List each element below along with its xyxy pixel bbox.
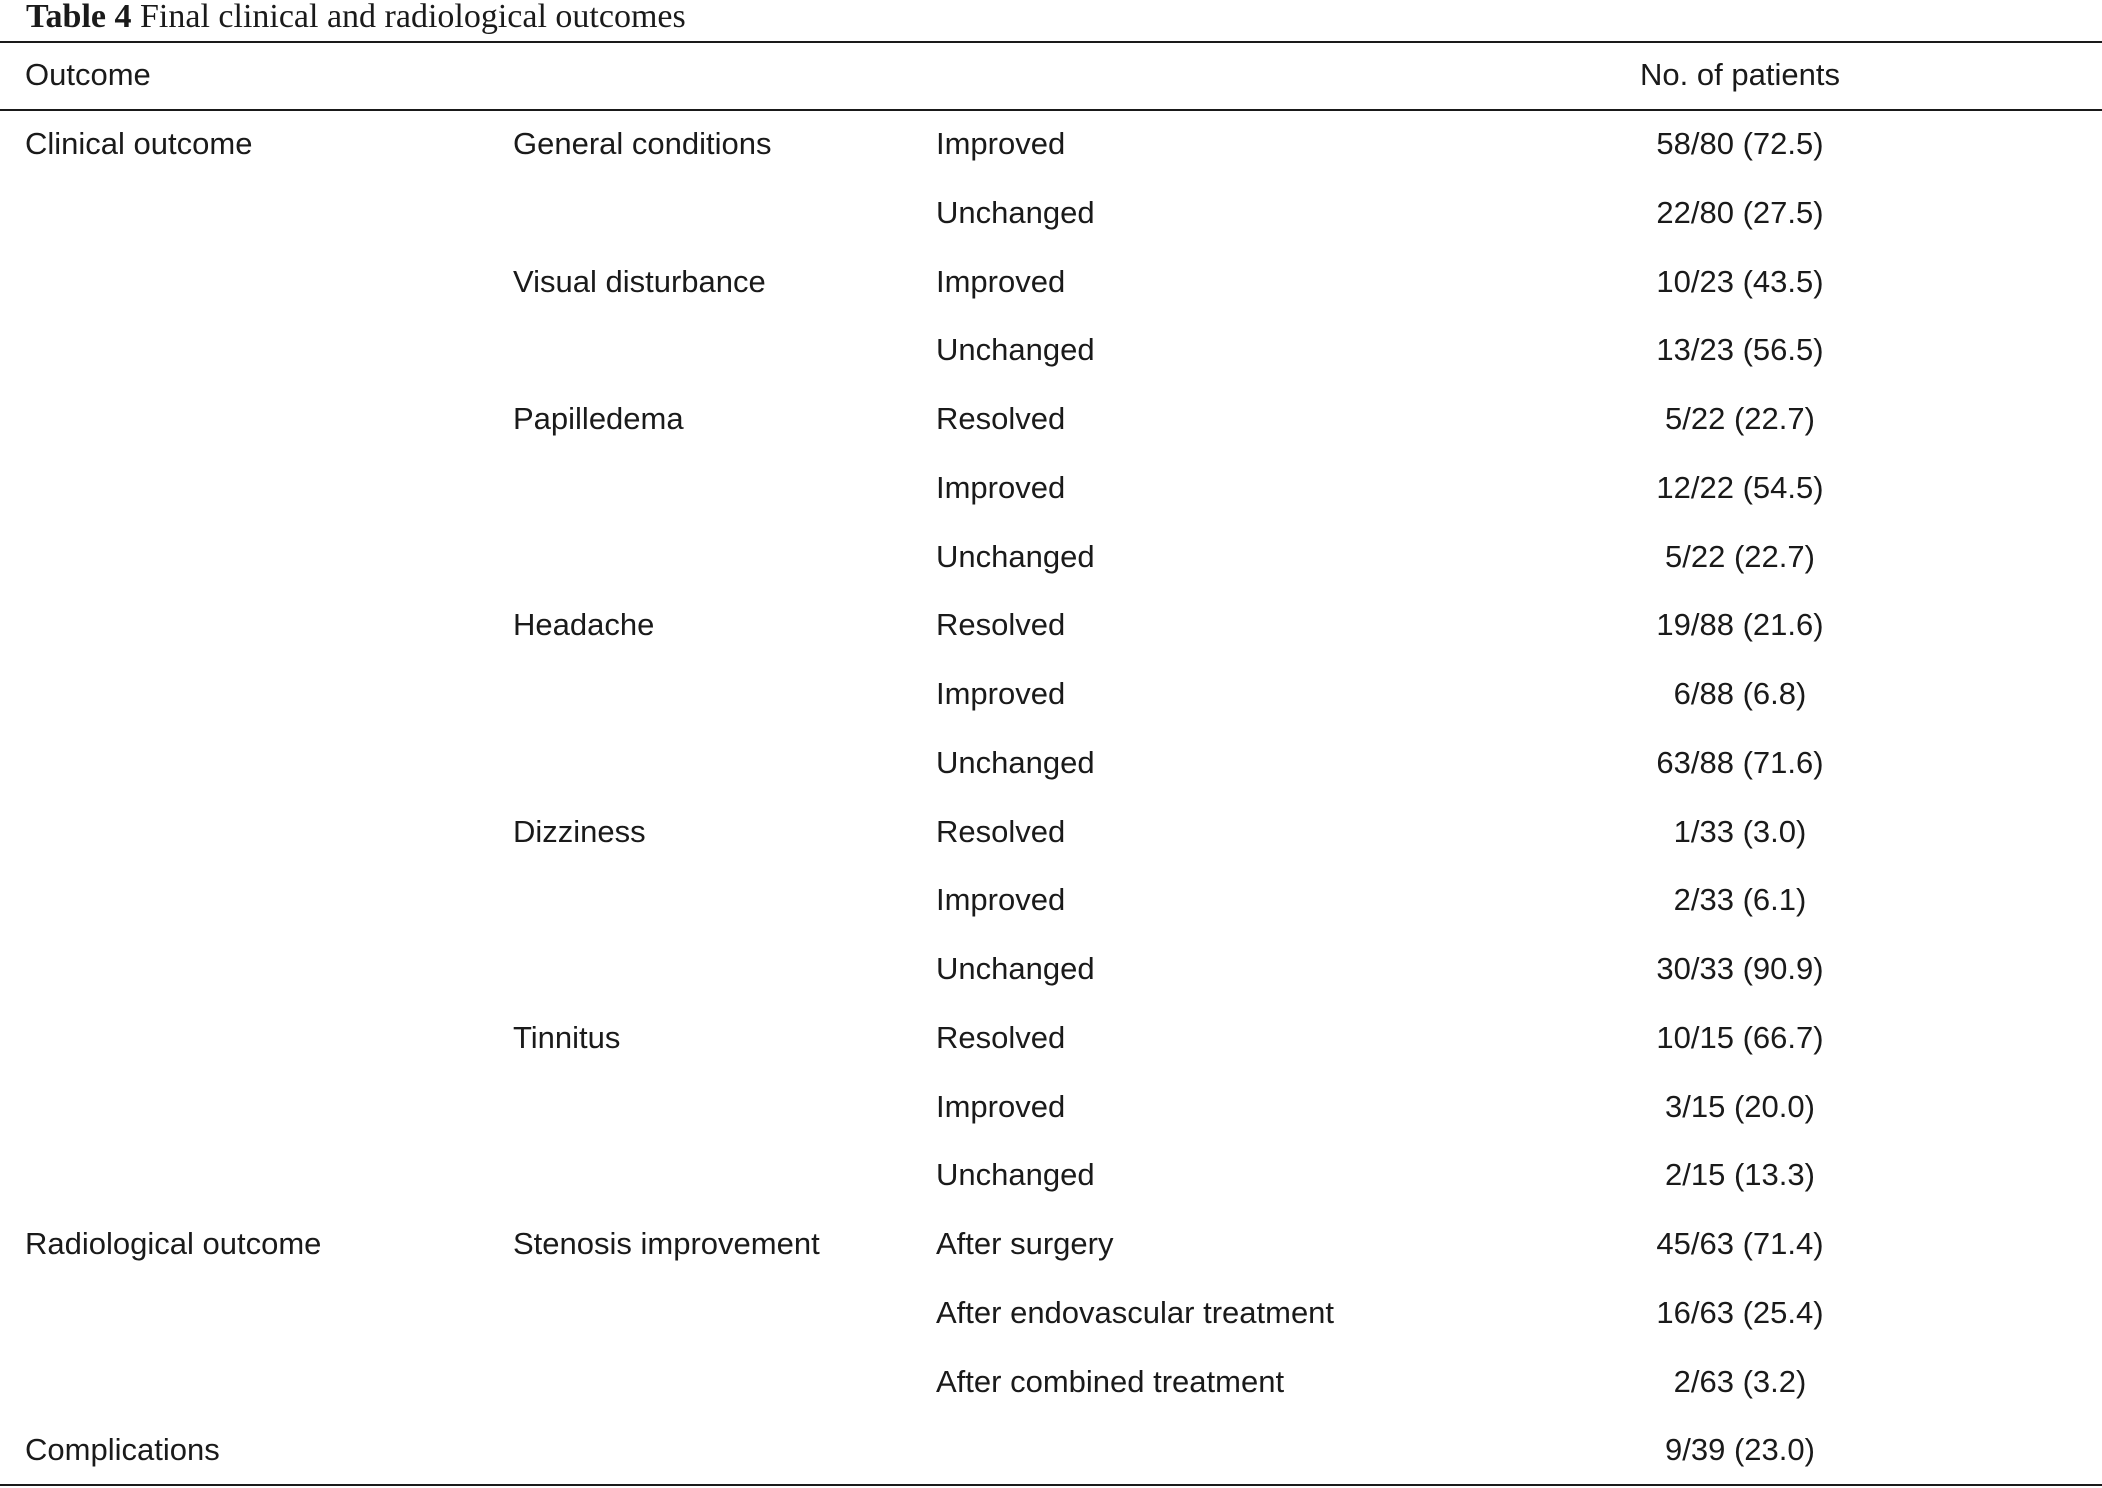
row-value: 19/88 (21.6) (1656, 607, 1824, 642)
row-status: Improved (936, 882, 1066, 917)
row-symptom: Stenosis improvement (513, 1226, 820, 1261)
row-value: 10/15 (66.7) (1656, 1020, 1824, 1055)
row-symptom: Headache (513, 607, 655, 642)
row-group: Complications (25, 1432, 220, 1467)
row-status: Unchanged (936, 951, 1095, 986)
row-value: 3/15 (20.0) (1665, 1089, 1815, 1124)
row-value: 22/80 (27.5) (1656, 195, 1824, 230)
row-status: Improved (936, 264, 1066, 299)
row-value: 2/63 (3.2) (1673, 1364, 1807, 1399)
row-status: Improved (936, 676, 1066, 711)
table-caption-title: Final clinical and radiological outcomes (140, 0, 686, 35)
row-value: 13/23 (56.5) (1656, 332, 1824, 367)
row-value: 6/88 (6.8) (1673, 676, 1807, 711)
row-symptom: Papilledema (513, 401, 684, 436)
row-value: 30/33 (90.9) (1656, 951, 1824, 986)
row-status: Improved (936, 1089, 1066, 1124)
row-status: After combined treatment (936, 1364, 1285, 1399)
row-value: 12/22 (54.5) (1656, 470, 1824, 505)
row-status: Improved (936, 126, 1066, 161)
table-caption-label: Table 4 (26, 0, 132, 35)
row-value: 5/22 (22.7) (1665, 539, 1815, 574)
row-symptom: Dizziness (513, 814, 646, 849)
row-status: Resolved (936, 607, 1066, 642)
row-status: After endovascular treatment (936, 1295, 1335, 1330)
row-value: 9/39 (23.0) (1665, 1432, 1815, 1467)
row-value: 58/80 (72.5) (1656, 126, 1824, 161)
row-value: 10/23 (43.5) (1656, 264, 1824, 299)
row-group: Radiological outcome (25, 1226, 322, 1261)
row-status: Resolved (936, 1020, 1066, 1055)
row-status: Unchanged (936, 195, 1095, 230)
row-value: 1/33 (3.0) (1673, 814, 1807, 849)
row-symptom: General conditions (513, 126, 772, 161)
row-status: Improved (936, 470, 1066, 505)
row-status: Unchanged (936, 332, 1095, 367)
header-outcome: Outcome (25, 57, 151, 92)
row-value: 45/63 (71.4) (1656, 1226, 1824, 1261)
row-value: 63/88 (71.6) (1656, 745, 1824, 780)
row-symptom: Visual disturbance (513, 264, 766, 299)
row-value: 5/22 (22.7) (1665, 401, 1815, 436)
row-symptom: Tinnitus (513, 1020, 621, 1055)
header-patients: No. of patients (1640, 57, 1840, 92)
row-value: 2/33 (6.1) (1673, 882, 1807, 917)
row-status: After surgery (936, 1226, 1114, 1261)
row-status: Unchanged (936, 745, 1095, 780)
row-value: 16/63 (25.4) (1656, 1295, 1824, 1330)
row-value: 2/15 (13.3) (1665, 1157, 1815, 1192)
row-status: Resolved (936, 814, 1066, 849)
row-group: Clinical outcome (25, 126, 253, 161)
row-status: Unchanged (936, 1157, 1095, 1192)
row-status: Resolved (936, 401, 1066, 436)
row-status: Unchanged (936, 539, 1095, 574)
